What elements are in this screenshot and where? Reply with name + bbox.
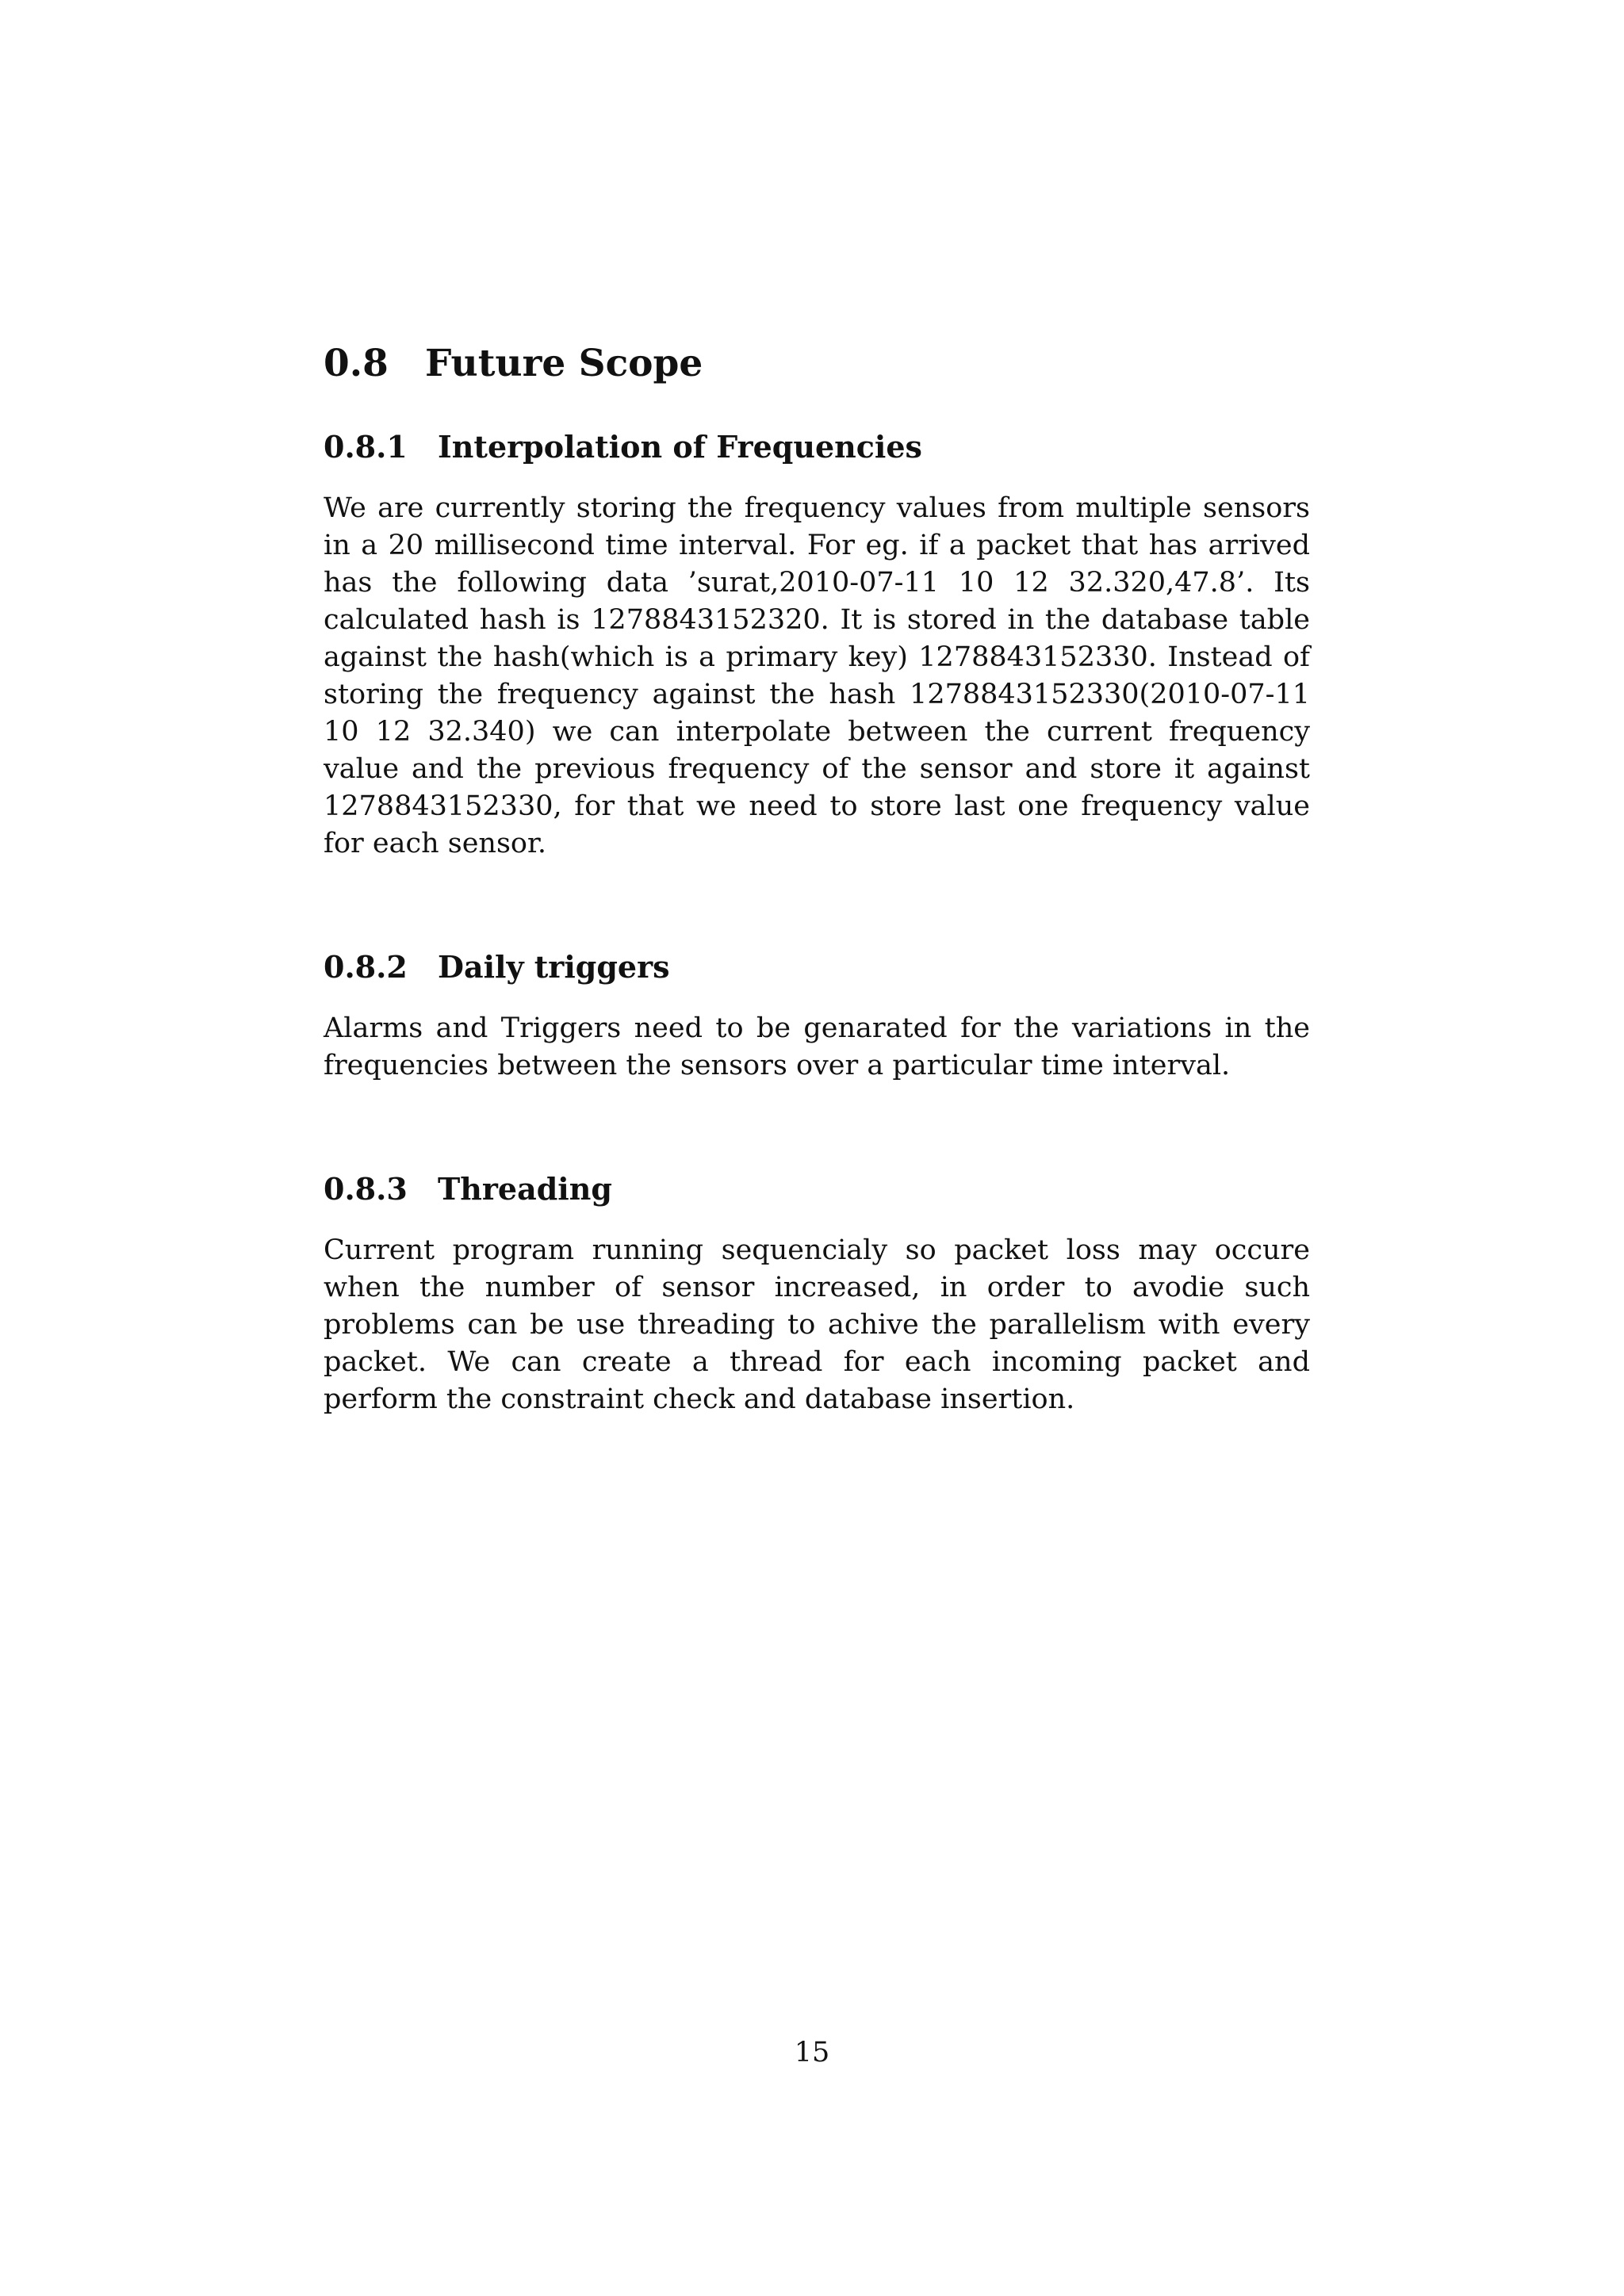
section-heading — [324, 336, 1310, 392]
subsection-title: Interpolation of Frequencies — [438, 429, 922, 465]
subsection-title: Threading — [438, 1171, 612, 1207]
page-number: 15 — [794, 2037, 830, 2068]
subsection-paragraph: We are currently storing the frequency values from multiple sensors in a 20 millisecond time interval. For eg. if a packet that has arrived has the following data ’surat,2010-07-11 10 12 32.320,47.8’. Its calculated hash is 1278843152320. It is stored in the database table against the hash(which is a primary key) 1278843152330. Instead of storing the frequency against the hash 1278843152330(2010-07-11 10 12 32.340) we can interpolate between the current frequency value and the previous frequency of the sensor and store it against 1278843152330, for that we need to store last one frequency value for each sensor. — [324, 492, 1310, 859]
subsection-title: Daily triggers — [438, 949, 670, 985]
page-content — [324, 336, 1310, 1418]
section-number: 0.8 — [324, 342, 389, 385]
subsection-interpolation — [324, 423, 1310, 863]
subsection-daily-triggers — [324, 943, 1310, 1085]
subsection-number: 0.8.2 — [324, 949, 408, 985]
subsection-number: 0.8.1 — [324, 429, 408, 465]
subsection-heading — [324, 943, 1310, 991]
subsection-paragraph: Current program running sequencialy so packet loss may occure when the number of sensor increased, in order to avodie such problems can be use threading to achive the parallelism with every packet. We can create a thread for each incoming packet and perform the constraint check and database insertion. — [324, 1234, 1310, 1415]
subsection-number: 0.8.3 — [324, 1171, 408, 1207]
subsection-threading — [324, 1165, 1310, 1418]
section-title: Future Scope — [425, 342, 703, 385]
subsection-paragraph: Alarms and Triggers need to be genarated for the variations in the frequencies between the sensors over a particular time interval. — [324, 1012, 1310, 1081]
subsection-heading — [324, 1165, 1310, 1213]
subsection-heading — [324, 423, 1310, 471]
